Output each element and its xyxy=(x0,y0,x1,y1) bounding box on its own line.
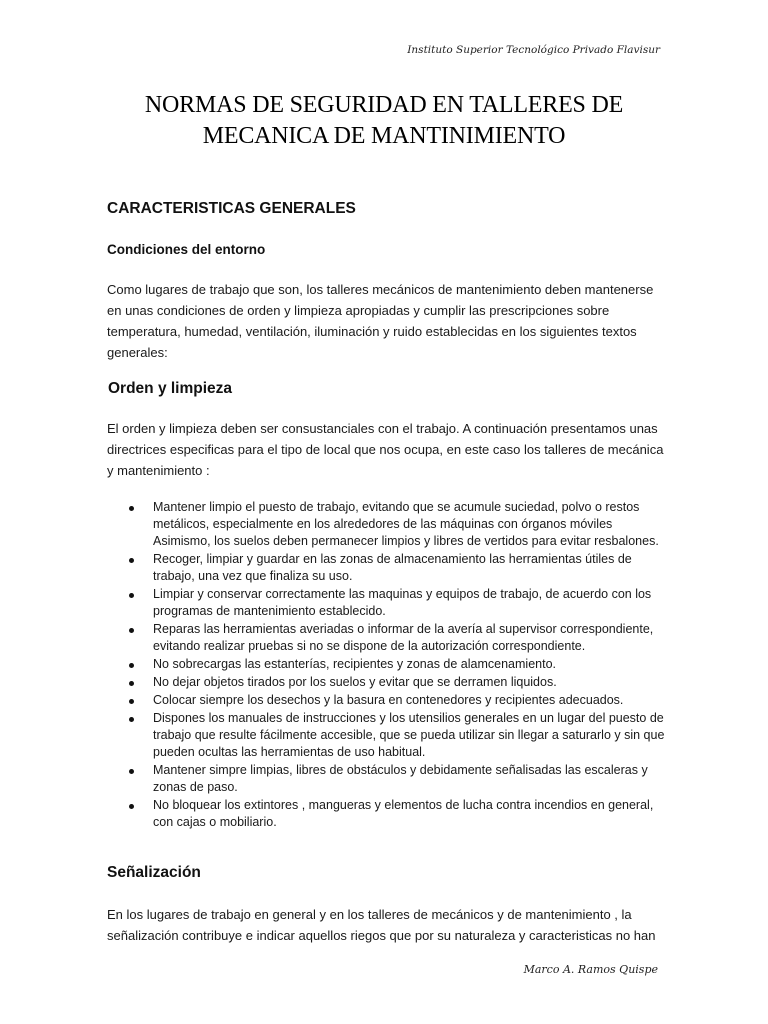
list-item: No dejar objetos tirados por los suelos y evitar que se derramen liquidos. xyxy=(107,674,667,691)
list-item: Limpiar y conservar correctamente las maquinas y equipos de trabajo, de acuerdo con los programas de mantenimiento establecido. xyxy=(107,586,667,620)
page-title xyxy=(0,90,768,152)
document-body xyxy=(107,198,667,946)
list-item: Reparas las herramientas averiadas o informar de la avería al supervisor correspondiente, evitando realizar pruebas si no se dispone de la autorización correspondiente. xyxy=(107,621,667,655)
bullet-icon xyxy=(129,593,134,598)
bullet-list xyxy=(107,499,667,831)
list-item: Dispones los manuales de instrucciones y los utensilios generales en un lugar del puesto de trabajo que resulte fácilmente accesible, que se pueda utilizar sin llegar a saturarlo y sin que pueden ocultas las herramientas de uso habitual. xyxy=(107,710,667,761)
section-heading-orden: Orden y limpieza xyxy=(108,380,233,397)
list-item: No sobrecargas las estanterías, recipientes y zonas de alamcenamiento. xyxy=(107,656,667,673)
bullet-icon xyxy=(129,558,134,563)
list-item: Recoger, limpiar y guardar en las zonas de almacenamiento las herramientas útiles de trabajo, una vez que finaliza su uso. xyxy=(107,551,667,585)
title-line-2: MECANICA DE MANTINIMIENTO xyxy=(202,123,566,149)
paragraph-orden: El orden y limpieza deben ser consustanciales con el trabajo. A continuación presentamos unas directrices especificas para el tipo de local que nos ocupa, en este caso los talleres de mecánica y mantenimiento : xyxy=(107,421,664,478)
title-line-1: NORMAS DE SEGURIDAD EN TALLERES DE xyxy=(144,92,624,118)
bullet-icon xyxy=(129,506,134,511)
section-heading-senalizacion: Señalización xyxy=(107,864,201,881)
header-institute: Instituto Superior Tecnológico Privado Flavisur xyxy=(407,44,660,56)
bullet-icon xyxy=(129,717,134,722)
list-item: Colocar siempre los desechos y la basura en contenedores y recipientes adecuados. xyxy=(107,692,667,709)
bullet-icon xyxy=(129,699,134,704)
bullet-icon xyxy=(129,769,134,774)
bullet-icon xyxy=(129,663,134,668)
bullet-icon xyxy=(129,681,134,686)
paragraph-senalizacion: En los lugares de trabajo en general y en los talleres de mecánicos y de mantenimiento , la señalización contribuye e indicar aquellos riegos que por su naturaleza y caracteristicas no han xyxy=(107,907,656,943)
list-item: Mantener simpre limpias, libres de obstáculos y debidamente señalisadas las escaleras y zonas de paso. xyxy=(107,762,667,796)
footer-author: Marco A. Ramos Quispe xyxy=(523,963,658,976)
subheading-condiciones: Condiciones del entorno xyxy=(107,242,266,257)
list-item: No bloquear los extintores , mangueras y elementos de lucha contra incendios en general, con cajas o mobiliario. xyxy=(107,797,667,831)
paragraph-condiciones: Como lugares de trabajo que son, los talleres mecánicos de mantenimiento deben mantenerse en unas condiciones de orden y limpieza apropiadas y cumplir las prescripciones sobre temperatura, humedad, ventilación, iluminación y ruido establecidas en los siguientes textos generales: xyxy=(107,282,654,360)
bullet-icon xyxy=(129,804,134,809)
bullet-icon xyxy=(129,628,134,633)
list-item: Mantener limpio el puesto de trabajo, evitando que se acumule suciedad, polvo o restos metálicos, especialmente en los alrededores de las máquinas con órganos móviles Asimismo, los suelos deben permanecer limpios y libres de vertidos para evitar resbalones. xyxy=(107,499,667,550)
section-heading-caracteristicas: CARACTERISTICAS GENERALES xyxy=(107,200,356,217)
